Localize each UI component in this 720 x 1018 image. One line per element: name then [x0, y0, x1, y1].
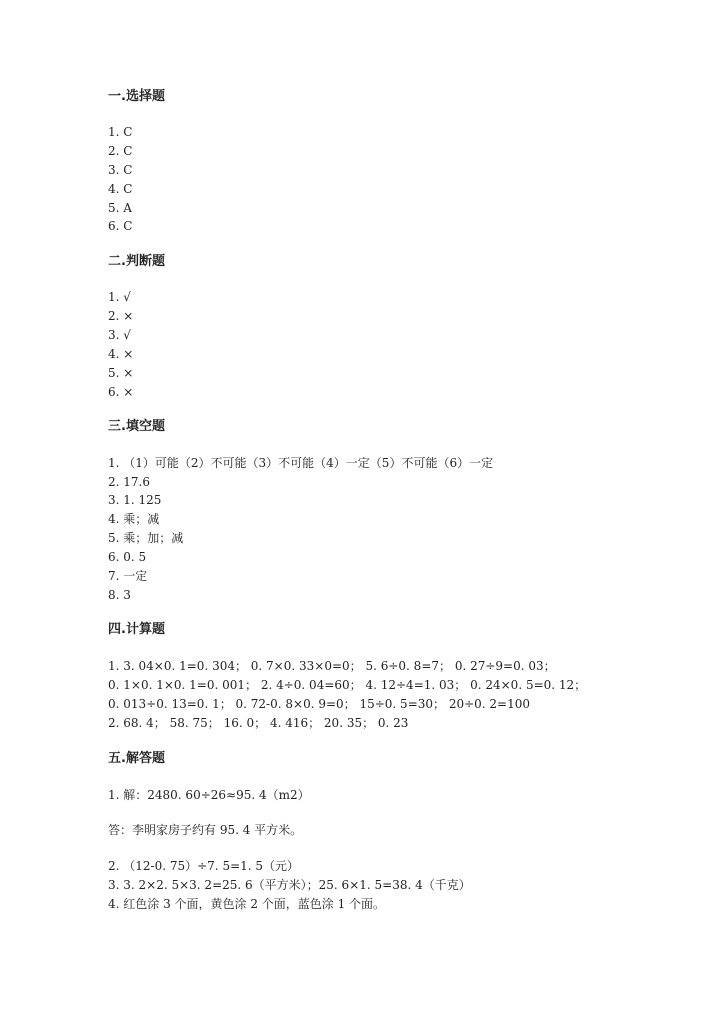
- section-heading-fill-in: 三.填空题: [108, 419, 165, 434]
- answer-line: 1. C: [108, 125, 133, 139]
- answer-line: 3. C: [108, 163, 133, 177]
- answer-line: 1. 解：2480. 60÷26≈95. 4（m2）: [108, 788, 310, 802]
- answer-line: 2. C: [108, 144, 133, 158]
- answer-line: 1. 3. 04×0. 1=0. 304； 0. 7×0. 33×0=0； 5. 6÷0. 8=7； 0. 27÷9=0. 03；: [108, 659, 556, 673]
- answer-line: 2. ×: [108, 309, 134, 323]
- answer-line: 8. 3: [108, 588, 131, 602]
- section-heading-calculation: 四.计算题: [108, 622, 165, 637]
- answer-line: 5. 乘；加；减: [108, 531, 184, 545]
- answer-line: 0. 1×0. 1×0. 1=0. 001； 2. 4÷0. 04=60； 4. 12÷4=1. 03； 0. 24×0. 5=0. 12；: [108, 678, 587, 692]
- section-heading-choice: 一.选择题: [108, 89, 165, 104]
- answer-line: 3. 1. 125: [108, 493, 162, 507]
- section-heading-word-problems: 五.解答题: [108, 751, 165, 766]
- answer-line: 4. 乘；减: [108, 512, 160, 526]
- answer-line: 6. C: [108, 219, 133, 233]
- answer-line: 2. （12-0. 75）÷7. 5=1. 5（元）: [108, 859, 300, 873]
- answer-line: 5. A: [108, 201, 132, 215]
- answer-line: 6. 0. 5: [108, 550, 147, 564]
- answer-line: 1. （1）可能（2）不可能（3）不可能（4）一定（5）不可能（6）一定: [108, 456, 494, 470]
- section-heading-judgement: 二.判断题: [108, 254, 165, 269]
- answer-line: 7. 一定: [108, 569, 148, 583]
- answer-line: 答：李明家房子约有 95. 4 平方米。: [108, 823, 303, 837]
- answer-line: 2. 17.6: [108, 475, 150, 489]
- answer-line: 6. ×: [108, 385, 134, 399]
- answer-line: 3. √: [108, 328, 131, 342]
- answer-line: 4. 红色涂 3 个面，黄色涂 2 个面，蓝色涂 1 个面。: [108, 897, 386, 911]
- answer-line: 4. C: [108, 182, 133, 196]
- answer-line: 1. √: [108, 290, 131, 304]
- answer-line: 4. ×: [108, 347, 134, 361]
- answer-line: 3. 3. 2×2. 5×3. 2=25. 6（平方米）；25. 6×1. 5=38. 4（千克）: [108, 878, 471, 892]
- answer-line: 2. 68. 4； 58. 75； 16. 0； 4. 416； 20. 35； 0. 23: [108, 716, 409, 730]
- answer-line: 0. 013÷0. 13=0. 1； 0. 72-0. 8×0. 9=0； 15÷0. 5=30； 20÷0. 2=100: [108, 697, 531, 711]
- answer-line: 5. ×: [108, 366, 134, 380]
